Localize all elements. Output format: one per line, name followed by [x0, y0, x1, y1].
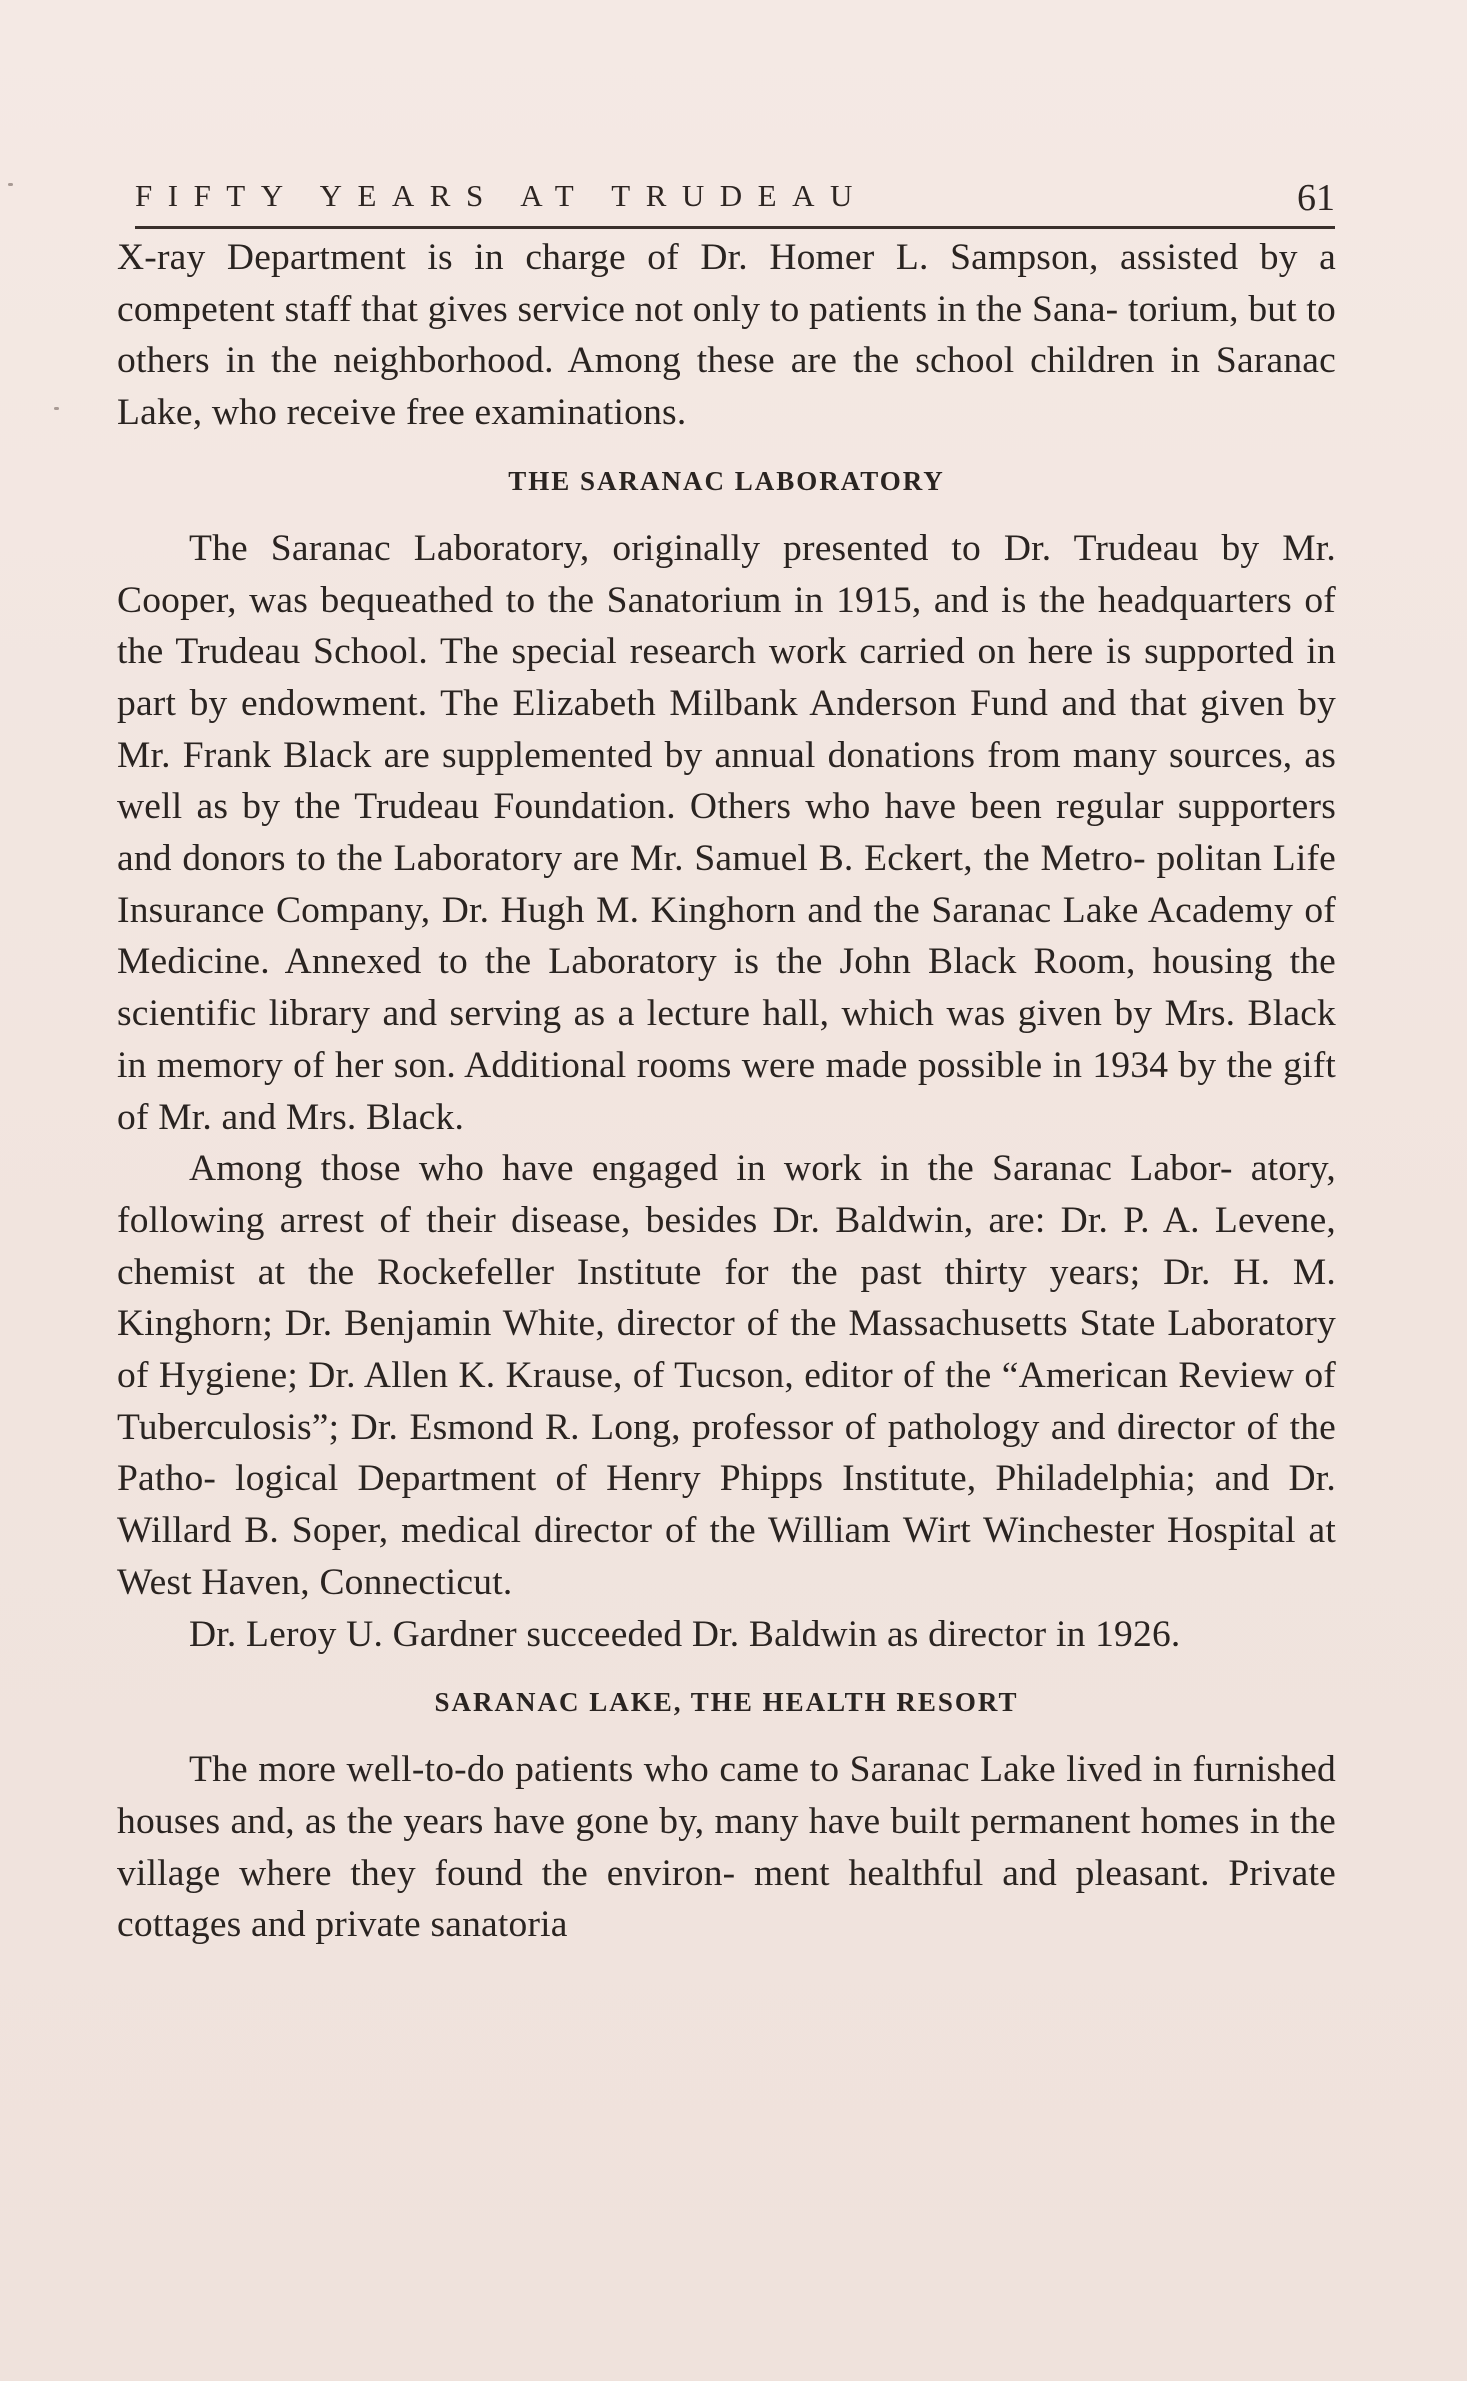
paragraph-gardner-director: Dr. Leroy U. Gardner succeeded Dr. Baldwin as director in 1926.	[189, 1613, 1181, 1655]
paragraph-laboratory-history: The Saranac Laboratory, originally presented to Dr. Trudeau by Mr. Cooper, was bequeathed to the Sanatorium in 1915, and is the headquarters of the Trudeau School. The special research work carried on here is supported in part by endowment. The Elizabeth Milbank Anderson Fund and that given by Mr. Frank Black are supplemented by annual donations from many sources, as well as by the Trudeau Foundation. Others who have been regular supporters and donors to the Laboratory are Mr. Samuel B. Eckert, the Metro- politan Life Insurance Company, Dr. Hugh M. Kinghorn and the Saranac Lake Academy of Medicine. Annexed to the Laboratory is the John Black Room, housing the scientific library and serving as a lecture hall, which was given by Mrs. Black in memory of her son. Additional rooms were made possible in 1934 by the gift of Mr. and Mrs. Black.	[117, 527, 1336, 1138]
page-number: 61	[1297, 177, 1335, 219]
page-header	[135, 176, 1335, 229]
paragraph-health-resort: The more well-to-do patients who came to Saranac Lake lived in furnished houses and, as the years have gone by, many have built permanent homes in the village where they found the environ- ment healthful and pleasant. Private cottages and private sanatoria	[117, 1749, 1336, 1946]
body-text	[117, 232, 1336, 1951]
heading-health-resort: SARANAC LAKE, THE HEALTH RESORT	[434, 1687, 1019, 1718]
paragraph-xray-department: X-ray Department is in charge of Dr. Homer L. Sampson, assisted by a competent staff that gives service not only to patients in the Sana- torium, but to others in the neighborhood. Among these are the school children in Saranac Lake, who receive free examinations.	[117, 237, 1336, 434]
heading-saranac-laboratory: THE SARANAC LABORATORY	[508, 465, 945, 496]
paragraph-laboratory-workers: Among those who have engaged in work in the Saranac Labor- atory, following arrest of their disease, besides Dr. Baldwin, are: Dr. P. A. Levene, chemist at the Rockefeller Institute for the past thirty years; Dr. H. M. Kinghorn; Dr. Benjamin White, director of the Massachusetts State Laboratory of Hygiene; Dr. Allen K. Krause, of Tucson, editor of the “American Review of Tuberculosis”; Dr. Esmond R. Long, professor of pathology and director of the Patho- logical Department of Henry Phipps Institute, Philadelphia; and Dr. Willard B. Soper, medical director of the William Wirt Winchester Hospital at West Haven, Connecticut.	[117, 1148, 1336, 1603]
page-speck	[8, 183, 13, 186]
page-speck	[54, 407, 59, 410]
running-head: FIFTY YEARS AT TRUDEAU	[135, 178, 868, 213]
